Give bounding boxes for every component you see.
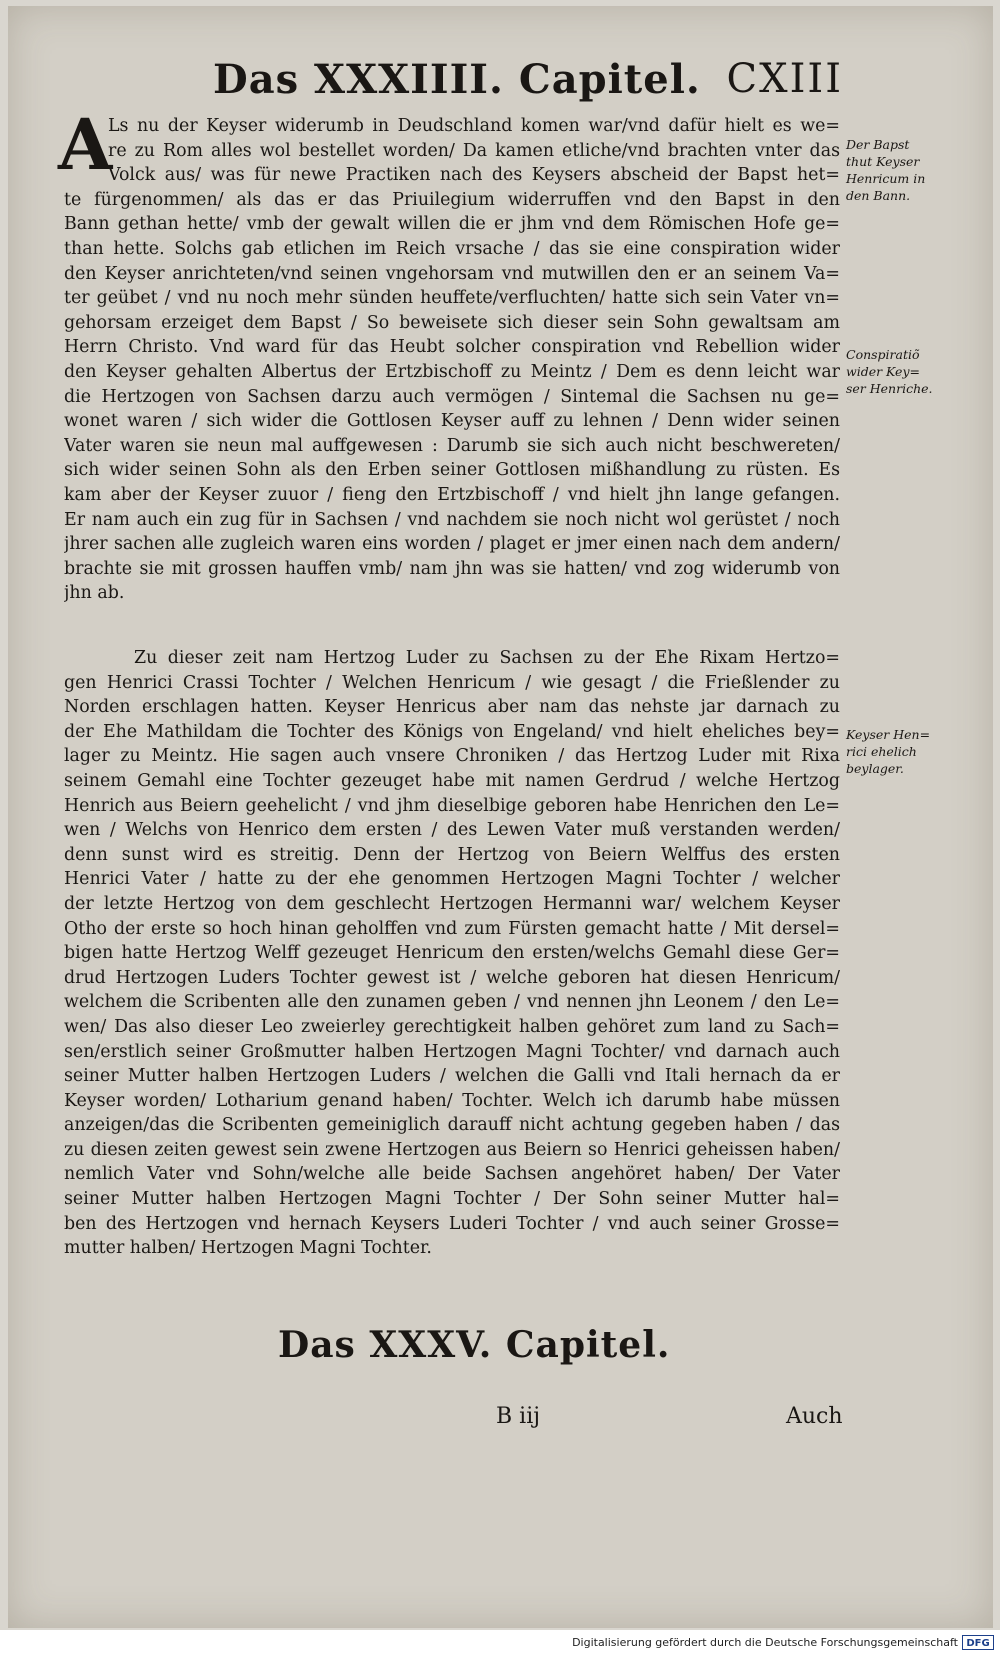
text-line: ter geübet / vnd nu noch mehr sünden heuffete/verfluchten/ hatte sich sein Vater vn= <box>64 288 840 309</box>
next-chapter-heading: Das XXXV. Capitel. <box>278 1324 671 1366</box>
book-page <box>8 6 993 1628</box>
text-line: Henrich aus Beiern geehelicht / vnd jhm dieselbige geboren habe Henrichen den Le= <box>64 795 840 816</box>
paragraph-2 <box>64 646 840 1261</box>
text-line: ben des Hertzogen vnd hernach Keysers Luderi Tochter / vnd auch seiner Grosse= <box>64 1213 840 1234</box>
text-line: seiner Mutter halben Hertzogen Luders / welchen die Galli vnd Itali hernach da er <box>64 1066 840 1087</box>
margin-note-line: Conspiratiõ <box>846 347 920 362</box>
text-line: mutter halben/ Hertzogen Magni Tochter. <box>64 1238 432 1259</box>
text-line: Henrici Vater / hatte zu der ehe genommen Hertzogen Magni Tochter / welcher <box>64 869 840 890</box>
text-line: Volck aus/ was für newe Practiken nach des Keysers abscheid der Bapst het= <box>108 165 840 186</box>
text-line: wen / Welchs von Henrico dem ersten / des Lewen Vater muß verstanden werden/ <box>64 820 840 841</box>
text-line: nemlich Vater vnd Sohn/welche alle beide Sachsen angehöret haben/ Der Vater <box>64 1164 840 1185</box>
text-line: Vater waren sie neun mal auffgewesen : Darumb sie sich auch nicht beschwereten/ <box>64 435 840 456</box>
text-line: jhn ab. <box>64 583 125 604</box>
text-line: welchem die Scribenten alle den zunamen geben / vnd nennen jhn Leonem / den Le= <box>64 992 840 1013</box>
text-line: die Hertzogen von Sachsen darzu auch vermögen / Sintemal die Sachsen nu ge= <box>64 386 840 407</box>
text-line: gen Henrici Crassi Tochter / Welchen Henricum / wie gesagt / die Frießlender zu <box>64 672 840 693</box>
margin-note-line: thut Keyser <box>846 154 920 169</box>
text-line: gehorsam erzeiget dem Bapst / So beweisete sich dieser sein Sohn gewaltsam am <box>64 312 840 333</box>
text-line: brachte sie mit grossen hauffen vmb/ nam jhn was sie hatten/ vnd zog widerumb von <box>64 558 840 579</box>
text-line: denn sunst wird es streitig. Denn der Hertzog von Beiern Welffus des ersten <box>64 844 840 865</box>
folio-number: CXIII <box>726 56 843 102</box>
text-line: wen/ Das also dieser Leo zweierley gerechtigkeit halben gehöret zum land zu Sach= <box>64 1016 840 1037</box>
dfg-logo: DFG <box>962 1635 994 1650</box>
text-line: te fürgenommen/ als das er das Priuilegium widerruffen vnd den Bapst in den <box>64 189 840 210</box>
chapter-heading: Das XXXIIII. Capitel. <box>213 56 701 103</box>
text-line: Er nam auch ein zug für in Sachsen / vnd nachdem sie noch nicht wol gerüstet / noch <box>64 509 840 530</box>
text-line: sen/erstlich seiner Großmutter halben Hertzogen Magni Tochter/ vnd darnach auch <box>64 1041 840 1062</box>
text-line: zu diesen zeiten gewest sein zwene Hertzogen aus Beiern so Henrici geheissen haben/ <box>64 1139 840 1160</box>
text-line: anzeigen/das die Scribenten gemeiniglich darauff nicht achtung gegeben haben / das <box>64 1115 840 1136</box>
paragraph-1 <box>64 114 840 606</box>
text-line: Herrn Christo. Vnd ward für das Heubt solcher conspiration vnd Rebellion wider <box>64 337 840 358</box>
text-line: Ls nu der Keyser widerumb in Deudschland komen war/vnd dafür hielt es we= <box>108 116 840 136</box>
text-line: seiner Mutter halben Hertzogen Magni Tochter / Der Sohn seiner Mutter hal= <box>64 1189 840 1210</box>
text-line: wonet waren / sich wider die Gottlosen Keyser auff zu lehnen / Denn wider seinen <box>64 411 840 432</box>
text-line: den Keyser anrichteten/vnd seinen vngehorsam vnd mutwillen den er an seinem Va= <box>64 263 840 284</box>
catchword: Auch <box>786 1404 843 1429</box>
margin-note-line: Henricum in <box>846 171 926 186</box>
text-line: den Keyser gehalten Albertus der Ertzbischoff zu Meintz / Dem es denn leicht war <box>64 361 840 382</box>
margin-note-beylager <box>846 726 946 777</box>
signature-mark: B iij <box>496 1404 541 1429</box>
text-line: Keyser worden/ Lotharium genand haben/ Tochter. Welch ich darumb habe müssen <box>64 1090 840 1111</box>
funding-credit: Digitalisierung gefördert durch die Deutsche Forschungsgemeinschaft <box>572 1636 958 1649</box>
text-line: Bann gethan hette/ vmb der gewalt willen die er jhm vnd dem Römischen Hofe ge= <box>64 214 840 235</box>
margin-note-line: ser Henriche. <box>846 381 933 396</box>
footer-bar <box>0 1630 1000 1657</box>
text-line: seinem Gemahl eine Tochter gezeuget habe mit namen Gerdrud / welche Hertzog <box>64 770 840 791</box>
text-line: bigen hatte Hertzog Welff gezeuget Henricum den ersten/welchs Gemahl diese Ger= <box>64 943 840 964</box>
drop-cap-initial: A <box>58 103 113 186</box>
text-line: der Ehe Mathildam die Tochter des Königs von Engeland/ vnd hielt eheliches bey= <box>64 721 840 742</box>
margin-note-line: wider Key= <box>846 364 920 379</box>
text-line: Norden erschlagen hatten. Keyser Henricus aber nam das nehste jar darnach zu <box>64 697 840 718</box>
margin-note-line: den Bann. <box>846 188 911 203</box>
margin-note-line: beylager. <box>846 761 904 776</box>
running-head <box>213 56 843 116</box>
text-line: kam aber der Keyser zuuor / fieng den Ertzbischoff / vnd hielt jhn lange gefangen. <box>64 484 840 505</box>
text-line: der letzte Hertzog von dem geschlecht Hertzogen Hermanni war/ welchem Keyser <box>64 893 840 914</box>
text-line: Zu dieser zeit nam Hertzog Luder zu Sachsen zu der Ehe Rixam Hertzo= <box>134 648 840 668</box>
margin-note-line: Keyser Hen= <box>846 727 931 742</box>
text-line: drud Hertzogen Luders Tochter gewest ist / welche geboren hat diesen Henricum/ <box>64 967 840 988</box>
margin-note-conspiration <box>846 346 946 397</box>
text-line: lager zu Meintz. Hie sagen auch vnsere Chroniken / das Hertzog Luder mit Rixa <box>64 746 840 767</box>
text-line: re zu Rom alles wol bestellet worden/ Da kamen etliche/vnd brachten vnter das <box>108 140 840 161</box>
margin-note-bann <box>846 136 946 204</box>
margin-note-line: rici ehelich <box>846 744 917 759</box>
text-line: than hette. Solchs gab etlichen im Reich vrsache / das sie eine conspiration wider <box>64 238 840 259</box>
text-line: Otho der erste so hoch hinan geholffen vnd zum Fürsten gemacht hatte / Mit dersel= <box>64 918 840 939</box>
text-line: sich wider seinen Sohn als den Erben seiner Gottlosen mißhandlung zu rüsten. Es <box>64 460 840 481</box>
text-line: jhrer sachen alle zugleich waren eins worden / plaget er jmer einen nach dem andern/ <box>64 534 840 555</box>
margin-note-line: Der Bapst <box>846 137 910 152</box>
